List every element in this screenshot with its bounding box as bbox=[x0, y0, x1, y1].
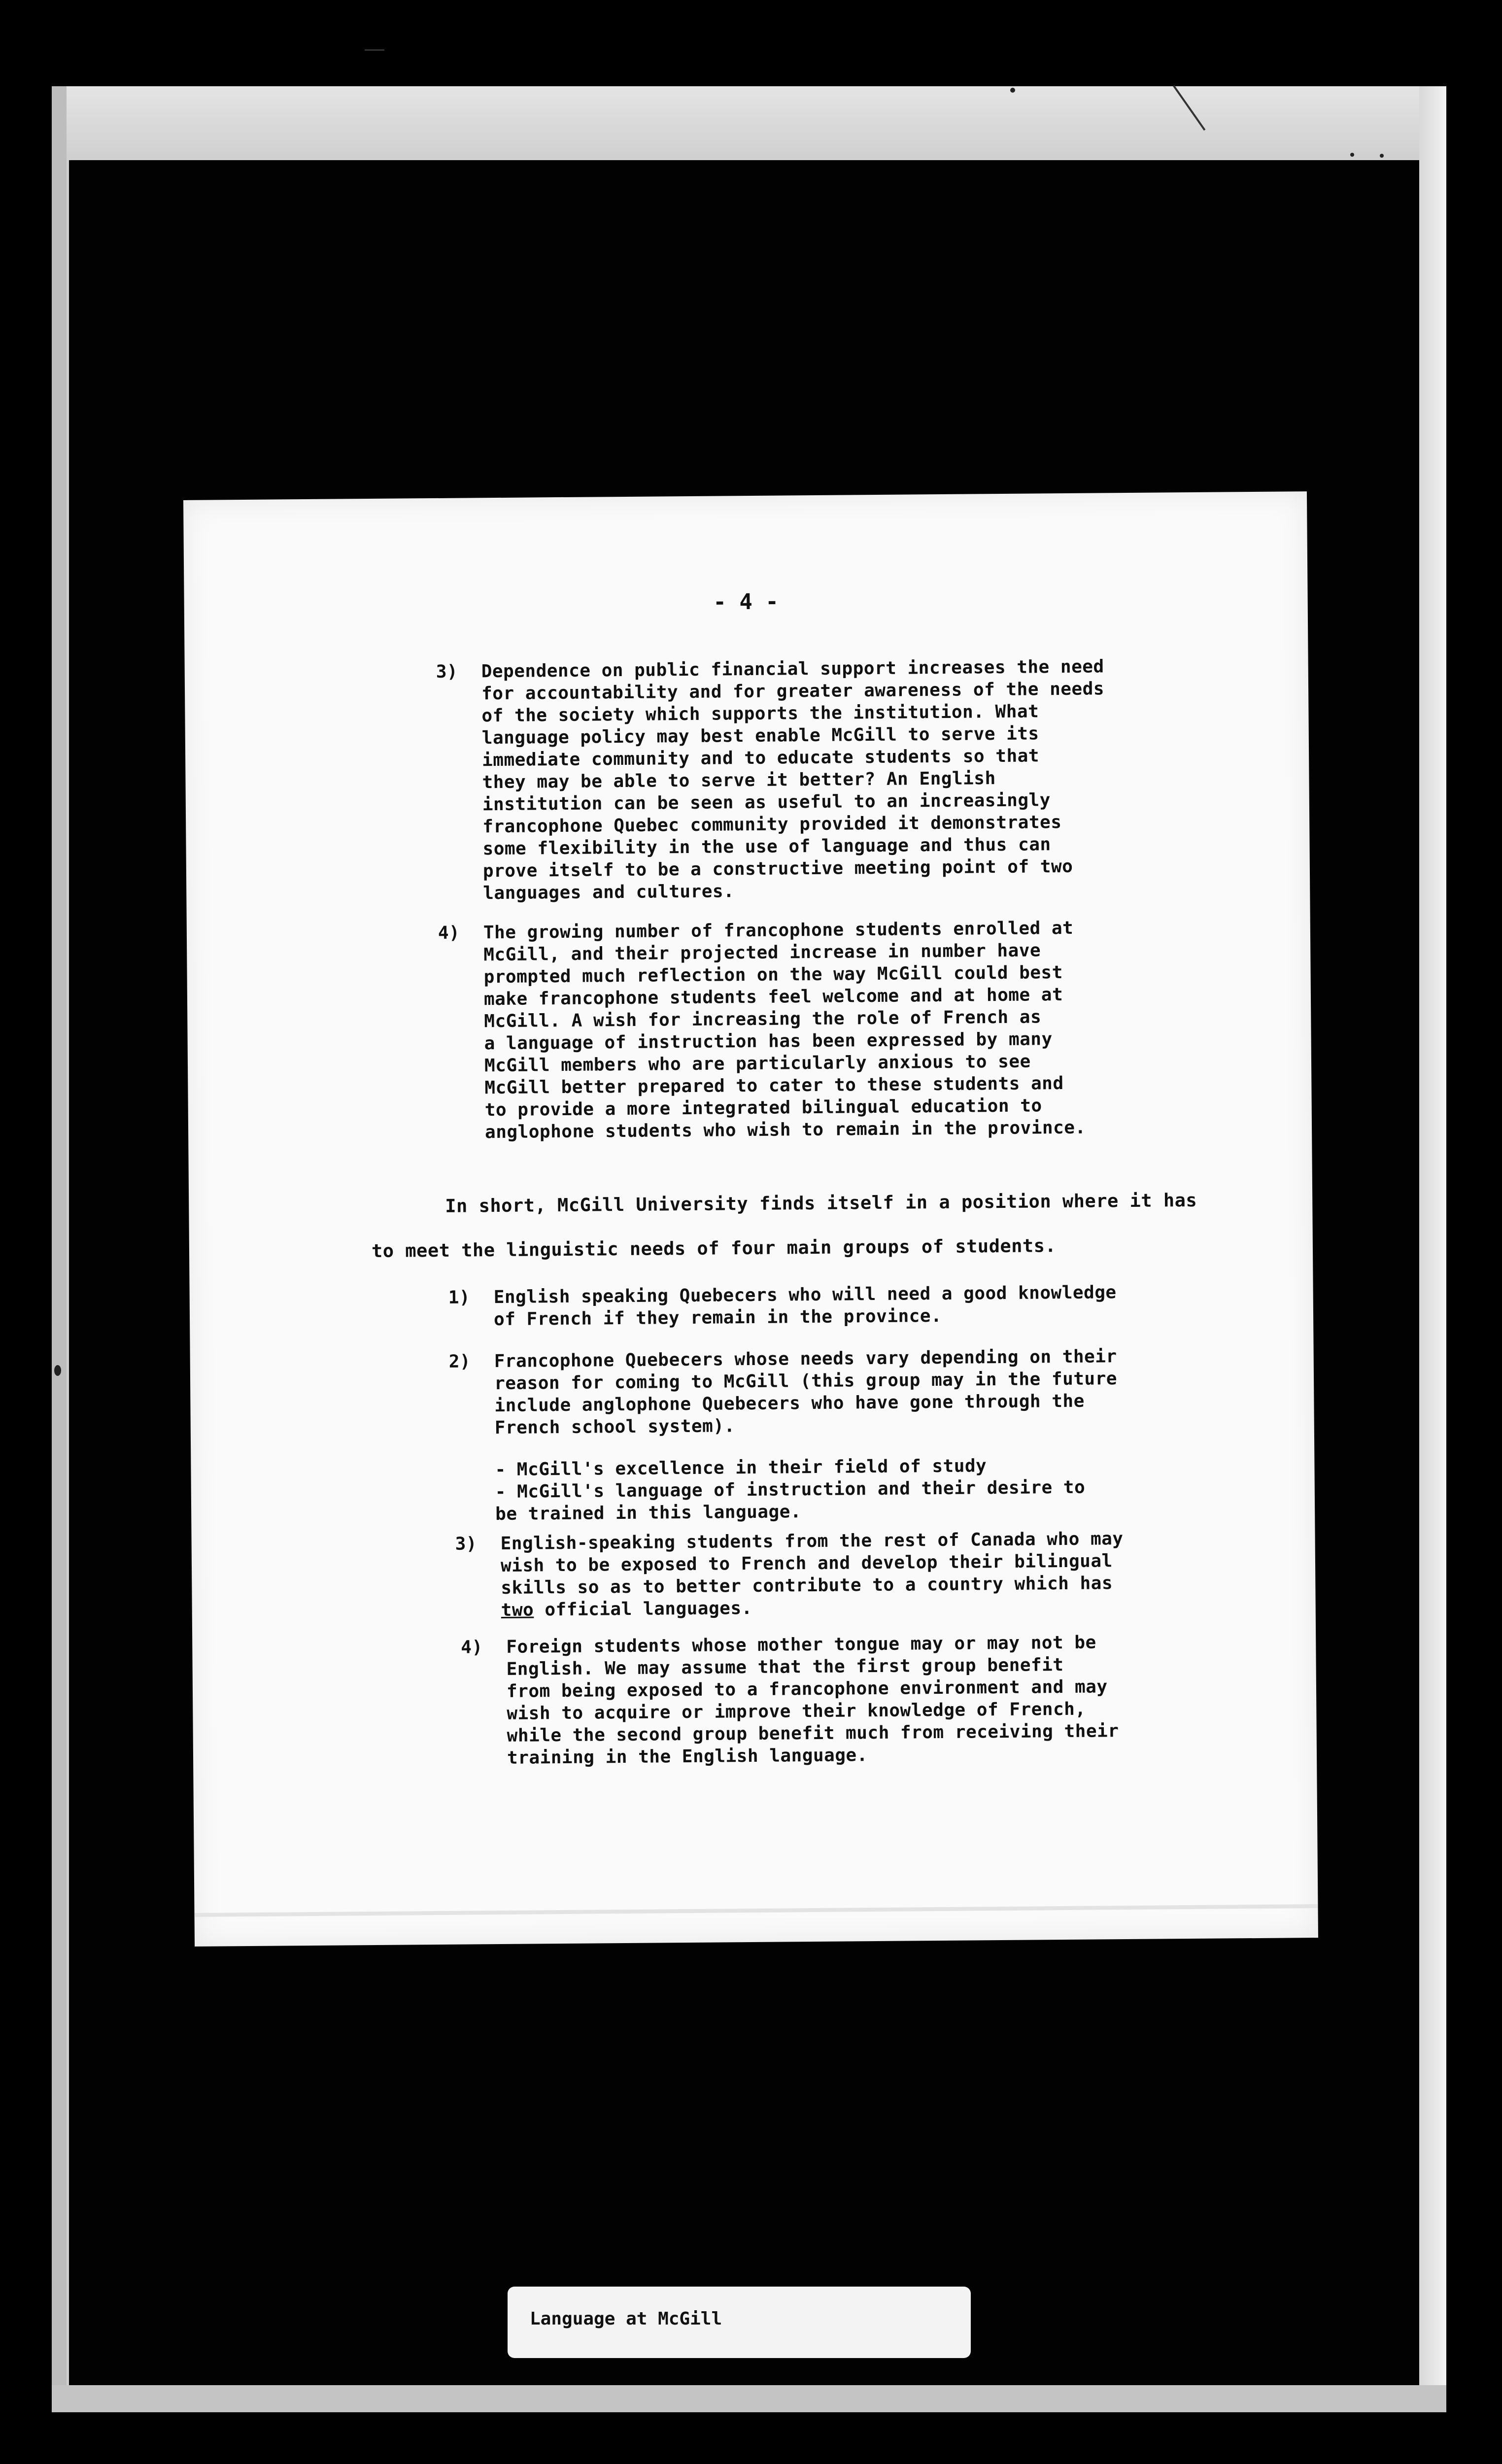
item-number: 2) bbox=[448, 1351, 471, 1372]
item-text-part: official languages. bbox=[534, 1598, 752, 1620]
film-speck bbox=[1010, 88, 1015, 93]
underlined-word: two bbox=[501, 1600, 534, 1621]
list-item bbox=[448, 1280, 1262, 1331]
page-bottom-band bbox=[195, 1904, 1318, 1917]
item-number: 3) bbox=[436, 661, 458, 682]
item-text-part: English-speaking students from the rest of Canada who may wish to be exposed to French and develop their bilingual skills so as to better contribute to a country which has bbox=[500, 1529, 1124, 1599]
item-text: Foreign students whose mother tongue may or may not be English. We may assume that the first group benefit from being exposed to a francophone environment and may wish to acquire or improve their knowledge of French, while the second group benefit much from receiving their training in the English language. bbox=[506, 1632, 1119, 1768]
list-item bbox=[461, 1630, 1275, 1770]
item-text: The growing number of francophone students enrolled at McGill, and their projected increase in number have prompted much reflection on the way McGill could best make francophone students feel welcome and at home at McGill. A wish for increasing the role of French as a language of instruction has been expressed by many McGill members who are particularly anxious to see McGill better prepared to cater to these students and to provide a more integrated bilingual education to anglophone students who wish to remain in the province. bbox=[483, 918, 1086, 1143]
summary-line: In short, McGill University finds itself in a position where it has bbox=[445, 1189, 1197, 1217]
item-number: 3) bbox=[455, 1534, 478, 1554]
film-frame-bottom bbox=[52, 2385, 1446, 2412]
item-number: 4) bbox=[438, 923, 460, 943]
sub-list-item: - McGill's language of instruction and their desire to be trained in this language. bbox=[495, 1477, 1086, 1525]
film-speck bbox=[54, 1365, 61, 1376]
item-text: Dependence on public financial support increases the need for accountability and for greater awareness of the needs of the society which supports the institution. What language policy may best enable McGill to serve its immediate community and to educate students so that they may be able to serve it better? An English institution can be seen as useful to an increasingly francophone Quebec community provided it demonstrates some flexibility in the use of language and thus can prove itself to be a constructive meeting point of two languages and cultures. bbox=[481, 656, 1105, 904]
item-text: English speaking Quebecers who will need a good knowledge of French if they remain in the province. bbox=[493, 1282, 1117, 1330]
item-text bbox=[500, 1527, 1268, 1621]
list-item bbox=[455, 1527, 1268, 1622]
item-number: 4) bbox=[461, 1637, 483, 1658]
film-speck bbox=[1380, 154, 1384, 158]
film-speck bbox=[1350, 153, 1354, 157]
item-number: 1) bbox=[448, 1287, 471, 1308]
film-frame-left bbox=[52, 86, 67, 2412]
summary-line: to meet the linguistic needs of four main groups of students. bbox=[371, 1235, 1057, 1262]
film-frame-top bbox=[52, 86, 1446, 160]
list-item bbox=[438, 916, 1253, 1144]
sub-list bbox=[495, 1453, 1263, 1525]
caption-label: Language at McGill bbox=[508, 2287, 971, 2358]
list-item bbox=[449, 1344, 1263, 1526]
list-item bbox=[436, 654, 1251, 905]
item-text: Francophone Quebecers whose needs vary depending on their reason for coming to McGill (this group may in the future include anglophone Quebecers who have gone through the French school system). bbox=[494, 1346, 1118, 1438]
film-scratch bbox=[365, 49, 384, 51]
sub-list-item: - McGill's excellence in their field of study bbox=[495, 1456, 987, 1480]
film-frame-right bbox=[1419, 86, 1446, 2412]
page-number: - 4 - bbox=[713, 589, 779, 615]
document-page bbox=[183, 491, 1318, 1947]
